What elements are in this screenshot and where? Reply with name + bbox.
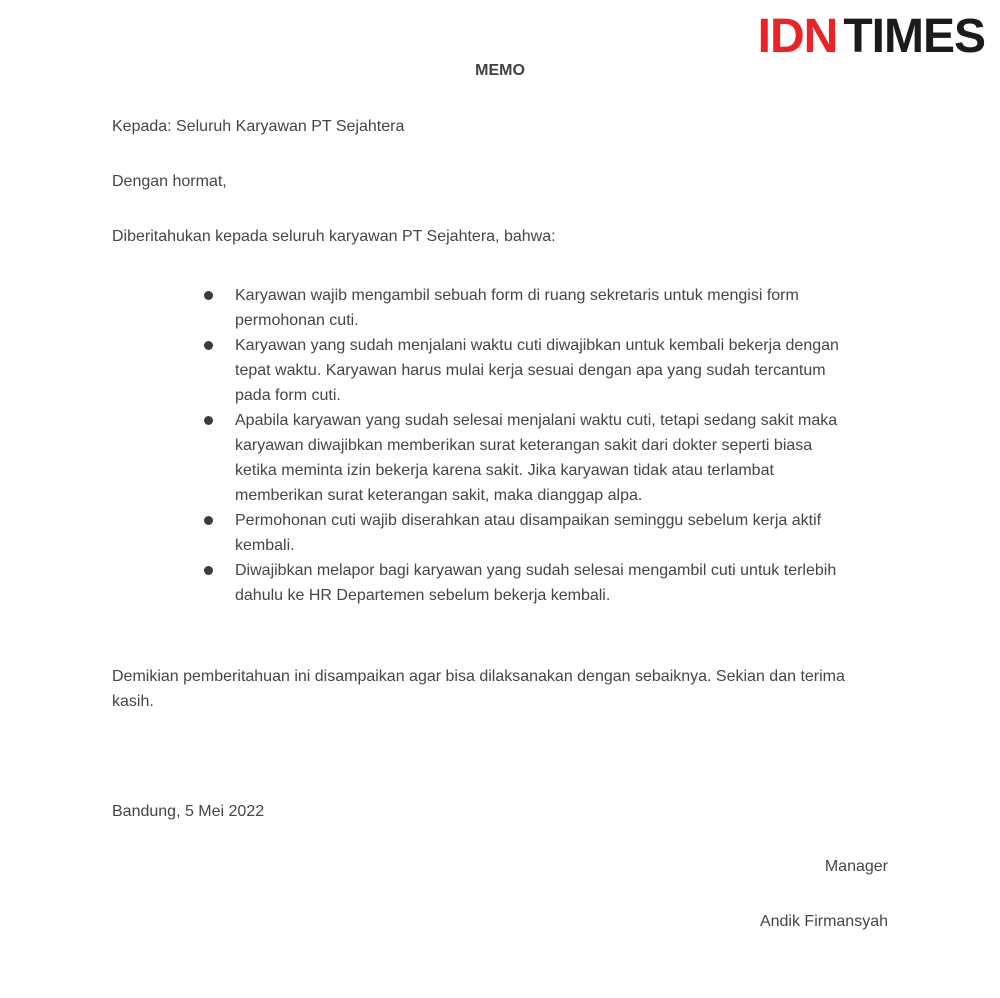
logo-times-text: TIMES <box>843 10 985 63</box>
intro-line: Diberitahukan kepada seluruh karyawan PT Sejahtera, bahwa: <box>112 228 556 245</box>
idn-times-logo <box>758 10 985 64</box>
memo-title: MEMO <box>475 62 525 79</box>
bullet-item: Apabila karyawan yang sudah selesai menjalani waktu cuti, tetapi sedang sakit maka karyawan diwajibkan memberikan surat keterangan sakit dari dokter seperti biasa ketika meminta izin bekerja karena sakit. Jika karyawan tidak atau terlambat memberikan surat keterangan sakit, maka dianggap alpa. <box>202 408 857 508</box>
logo-idn-text: IDN <box>757 10 838 63</box>
bullet-item: Diwajibkan melapor bagi karyawan yang sudah selesai mengambil cuti untuk terlebih dahulu ke HR Departemen sebelum bekerja kembali. <box>202 558 857 608</box>
date-line: Bandung, 5 Mei 2022 <box>112 803 265 820</box>
salutation-line: Dengan hormat, <box>112 173 227 190</box>
bullet-list <box>202 283 857 608</box>
signature-name: Andik Firmansyah <box>759 913 888 930</box>
closing-paragraph: Demikian pemberitahuan ini disampaikan agar bisa dilaksanakan dengan sebaiknya. Sekian dan terima kasih. <box>112 668 845 710</box>
signature-role: Manager <box>824 858 888 875</box>
recipient-line: Kepada: Seluruh Karyawan PT Sejahtera <box>112 118 405 135</box>
bullet-item: Karyawan yang sudah menjalani waktu cuti diwajibkan untuk kembali bekerja dengan tepat waktu. Karyawan harus mulai kerja sesuai dengan apa yang sudah tercantum pada form cuti. <box>202 333 857 408</box>
bullet-item: Permohonan cuti wajib diserahkan atau disampaikan seminggu sebelum kerja aktif kembali. <box>202 508 857 558</box>
bullet-item: Karyawan wajib mengambil sebuah form di ruang sekretaris untuk mengisi form permohonan cuti. <box>202 283 857 333</box>
